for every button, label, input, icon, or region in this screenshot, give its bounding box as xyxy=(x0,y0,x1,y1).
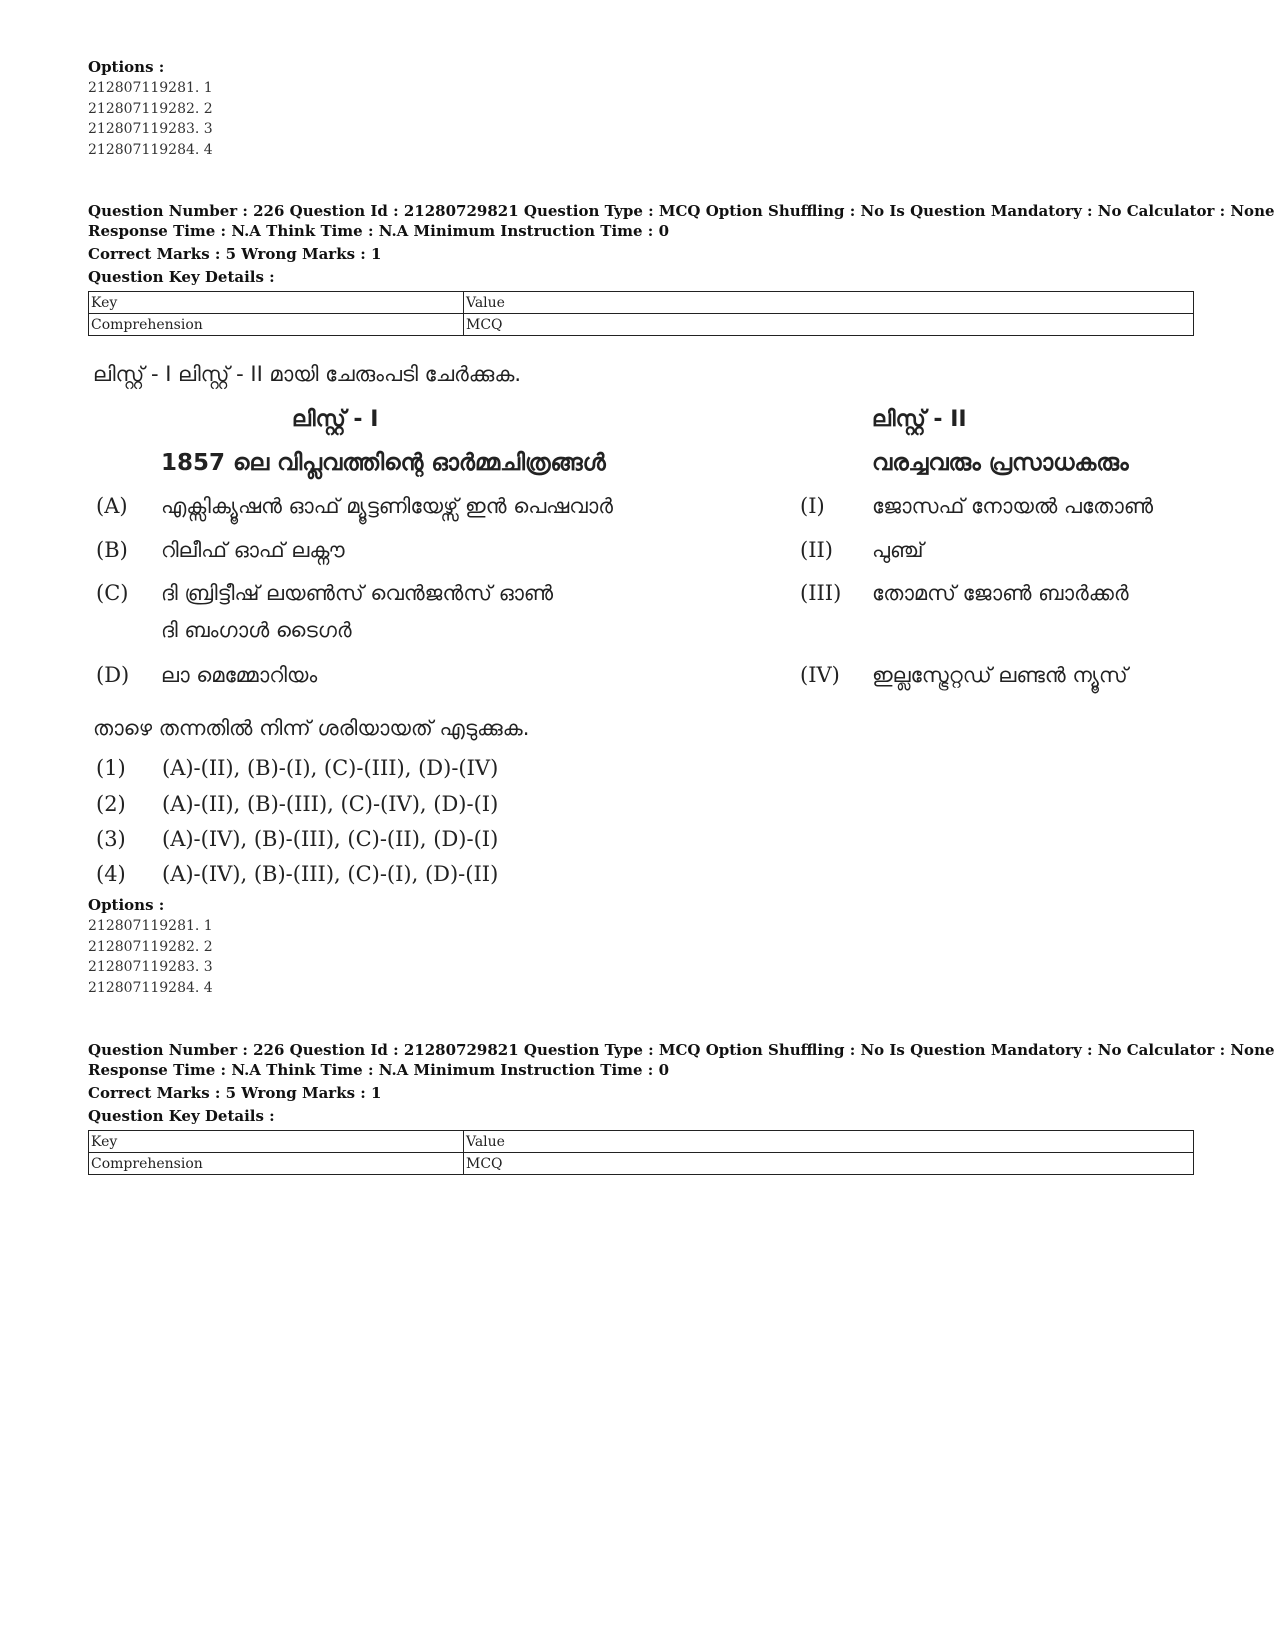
list1-item: റിലീഫ് ഓഫ് ലക്നൗ xyxy=(161,538,345,562)
table-header-value: Value xyxy=(464,292,1194,314)
answer-text: (A)-(II), (B)-(III), (C)-(IV), (D)-(I) xyxy=(162,792,499,816)
key-details-label: Question Key Details : xyxy=(88,268,275,286)
question-intro: ലിസ്റ്റ് - I ലിസ്റ്റ് - II മായി ചേരുംപടി ചേർക്കുക. xyxy=(93,362,522,386)
key-details-label: Question Key Details : xyxy=(88,1107,275,1125)
table-cell-key: Comprehension xyxy=(89,314,464,336)
list2-label: (III) xyxy=(800,581,842,605)
key-details-table xyxy=(88,1130,1194,1175)
response-time-line: Response Time : N.A Think Time : N.A Minimum Instruction Time : 0 xyxy=(88,1061,670,1079)
list1-item: ദി ബ്രിട്ടീഷ് ലയൺസ് വെൻജൻസ് ഓൺ xyxy=(161,581,554,605)
table-header-key: Key xyxy=(89,292,464,314)
list2-item: പുഞ്ച് xyxy=(872,538,924,562)
response-time-line: Response Time : N.A Think Time : N.A Minimum Instruction Time : 0 xyxy=(88,222,670,240)
list1-subheading: 1857 ലെ വിപ്ലവത്തിന്റെ ഓർമ്മചിത്രങ്ങൾ xyxy=(161,450,606,476)
list1-label: (B) xyxy=(96,538,128,562)
marks-line: Correct Marks : 5 Wrong Marks : 1 xyxy=(88,1084,382,1102)
table-cell-value: MCQ xyxy=(464,1153,1194,1175)
answer-number: (3) xyxy=(96,827,126,851)
list1-label: (C) xyxy=(96,581,129,605)
option-id: 212807119283. 3 xyxy=(88,959,213,975)
answer-text: (A)-(IV), (B)-(III), (C)-(I), (D)-(II) xyxy=(162,862,499,886)
answer-number: (1) xyxy=(96,756,126,780)
question-instruction: താഴെ തന്നതിൽ നിന്ന് ശരിയായത് എടുക്കുക. xyxy=(93,716,530,740)
answer-number: (2) xyxy=(96,792,126,816)
table-header-value: Value xyxy=(464,1131,1194,1153)
options-block-bottom xyxy=(88,895,213,998)
key-details-table xyxy=(88,291,1194,336)
list1-item: എക്സിക്യൂഷൻ ഓഫ് മ്യൂട്ടണിയേഴ്സ് ഇൻ പെഷവാർ xyxy=(161,494,613,518)
question-info-line: Question Number : 226 Question Id : 21280729821 Question Type : MCQ Option Shuffling : No Is Question Mandatory : No Calculator : None xyxy=(88,1041,1275,1059)
option-id: 212807119282. 2 xyxy=(88,938,213,955)
table-row xyxy=(89,1131,1194,1153)
list2-label: (II) xyxy=(800,538,833,562)
marks-line: Correct Marks : 5 Wrong Marks : 1 xyxy=(88,245,382,263)
list2-heading: ലിസ്റ്റ് - II xyxy=(872,407,967,432)
list2-label: (IV) xyxy=(800,663,840,687)
table-row xyxy=(89,314,1194,336)
answer-number: (4) xyxy=(96,862,126,886)
list2-item: തോമസ് ജോൺ ബാർക്കർ xyxy=(872,581,1129,605)
list2-label: (I) xyxy=(800,494,825,518)
list1-heading: ലിസ്റ്റ് - I xyxy=(292,407,379,432)
options-title: Options : xyxy=(88,896,165,914)
list1-label: (D) xyxy=(96,663,130,687)
question-meta-top xyxy=(88,201,1275,336)
answer-text: (A)-(II), (B)-(I), (C)-(III), (D)-(IV) xyxy=(162,756,499,780)
option-id: 212807119284. 4 xyxy=(88,979,213,996)
list1-item: ലാ മെമ്മോറിയം xyxy=(161,663,318,687)
table-cell-key: Comprehension xyxy=(89,1153,464,1175)
option-id: 212807119284. 4 xyxy=(88,141,213,158)
answer-text: (A)-(IV), (B)-(III), (C)-(II), (D)-(I) xyxy=(162,827,499,851)
question-info-line: Question Number : 226 Question Id : 21280729821 Question Type : MCQ Option Shuffling : No Is Question Mandatory : No Calculator : None xyxy=(88,202,1275,220)
options-block-top xyxy=(88,57,213,160)
option-id: 212807119281. 1 xyxy=(88,80,213,96)
option-id: 212807119283. 3 xyxy=(88,121,213,137)
question-meta-bottom xyxy=(88,1040,1275,1175)
table-header-key: Key xyxy=(89,1131,464,1153)
table-row xyxy=(89,1153,1194,1175)
option-id: 212807119282. 2 xyxy=(88,100,213,117)
list2-item: ഇല്ലസ്ട്രേറ്റഡ് ലണ്ടൻ ന്യൂസ് xyxy=(872,663,1128,687)
table-cell-value: MCQ xyxy=(464,314,1194,336)
list1-label: (A) xyxy=(96,494,128,518)
list2-subheading: വരച്ചവരും പ്രസാധകരും xyxy=(872,450,1129,476)
option-id: 212807119281. 1 xyxy=(88,918,213,934)
options-title: Options : xyxy=(88,58,165,76)
table-row xyxy=(89,292,1194,314)
list1-item-continuation: ദി ബംഗാൾ ടൈഗർ xyxy=(161,618,352,642)
list2-item: ജോസഫ് നോയൽ പതോൺ xyxy=(872,494,1154,518)
